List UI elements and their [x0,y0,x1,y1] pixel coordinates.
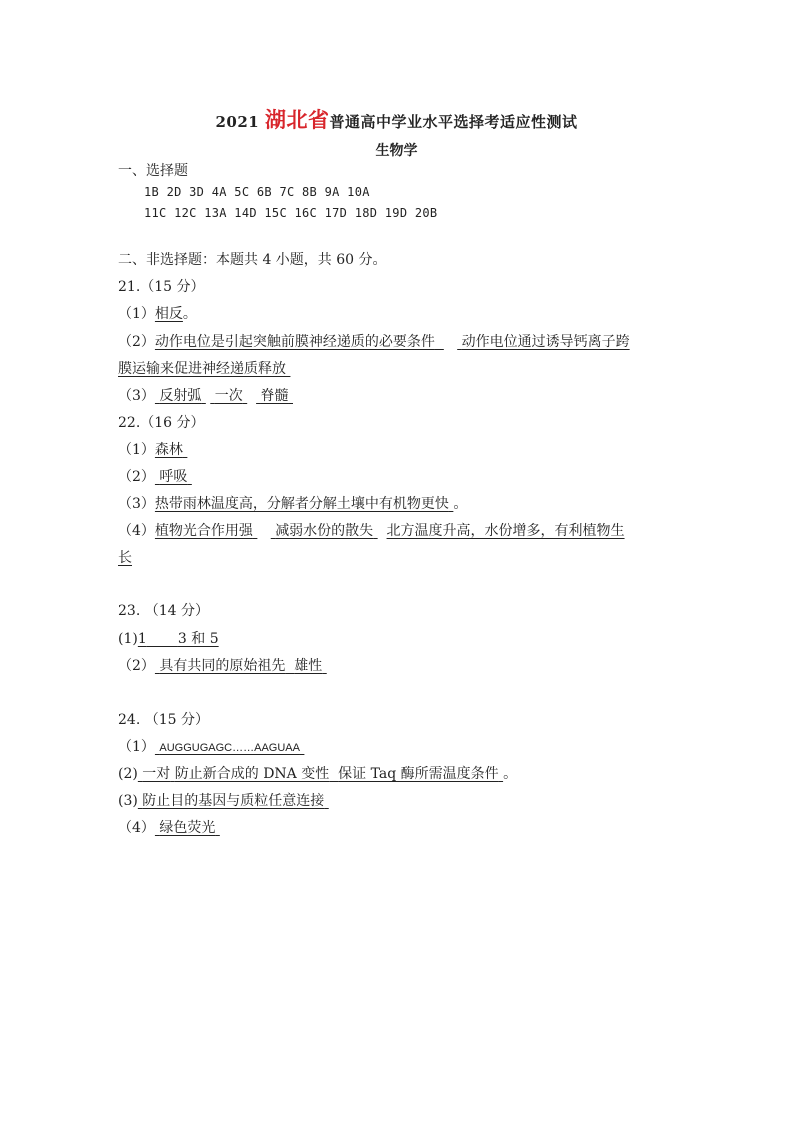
q21-a2-part1: 动作电位是引起突触前膜神经递质的必要条件 [154,334,435,350]
q21-a1-suffix: 。 [182,306,197,322]
q21-answer-2 [118,333,630,351]
q21-a3-part3: 脊髓 [260,388,289,404]
q23-a1-part2: 3 和 5 [177,631,219,647]
mc-answers-row1: 1B 2D 3D 4A 5C 6B 7C 8B 9A 10A [144,185,370,199]
q24-a2-part2: 防止新合成的 DNA 变性 [174,766,330,782]
q21-answer-2-cont [118,360,290,378]
q22-a3-prefix: （3） [118,496,155,512]
q24-a1: AUGGUGAGC……AAGUAA [159,742,300,754]
q22-a2-prefix: （2） [118,469,155,485]
q23-answer-2 [118,657,327,675]
q21-answer-3 [118,387,293,405]
q24-a3-prefix: (3) [118,793,138,809]
q24-a2-part3: 保证 Taq 酶所需温度条件 [338,766,499,782]
q21-title: 21.（15 分） [118,279,205,295]
q24-a2-prefix: (2) [118,766,138,782]
q22-a4-part1: 植物光合作用强 [154,523,253,539]
q23-a1-prefix: (1) [118,631,138,647]
q21-a3-part1: 反射弧 [159,388,202,404]
q24-a3: 防止目的基因与质粒任意连接 [142,793,325,809]
q23-a1-part1: 1 [137,631,147,647]
q21-a1-prefix: （1） [118,306,155,322]
q21-a2-cont: 膜运输来促进神经递质释放 [118,361,286,377]
q24-answer-2 [118,765,517,783]
q24-answer-3 [118,792,329,810]
q22-a3: 热带雨林温度高，分解者分解土壤中有机物更快 [154,496,449,512]
q22-a1-prefix: （1） [118,442,155,458]
q22-answer-4-cont [118,549,132,567]
title-year: 2021 [215,113,260,131]
document-subject: 生物学 [375,143,418,159]
section1-heading: 一、选择题 [118,163,188,179]
q22-a4-prefix: （4） [118,523,155,539]
q24-a4: 绿色荧光 [159,820,216,836]
q22-answer-3 [118,495,467,513]
mc-answers-row2: 11C 12C 13A 14D 15C 16C 17D 18D 19D 20B [144,206,438,220]
title-exam-name: 普通高中学业水平选择考适应性测试 [329,113,578,131]
q21-a2-prefix: （2） [118,334,155,350]
q24-a2-part1: 一对 [142,766,171,782]
title-province: 湖北省 [264,107,330,132]
q23-a2-part1: 具有共同的原始祖先 [159,658,286,674]
q24-a1-prefix: （1） [118,739,155,755]
q22-a2: 呼吸 [159,469,188,485]
q21-a3-part2: 一次 [214,388,243,404]
q21-a2-part2: 动作电位通过诱导钙离子跨 [461,334,630,350]
document-title [0,104,793,134]
q21-a1: 相反 [154,306,183,322]
q22-a1: 森林 [154,442,183,458]
q24-a2-suffix: 。 [503,766,518,782]
q23-answer-1 [118,630,219,648]
q22-a4-part3: 北方温度升高，水份增多，有利植物生 [386,523,625,539]
q24-answer-4 [118,819,220,837]
q22-title: 22.（16 分） [118,415,205,431]
q22-answer-1 [118,441,187,459]
q24-title: 24. （15 分） [118,712,209,728]
q24-answer-1 [118,738,304,757]
q22-answer-4 [118,522,625,540]
q23-a2-prefix: （2） [118,658,155,674]
q22-a4-part2: 减弱水份的散失 [275,523,374,539]
q21-a3-prefix: （3） [118,388,155,404]
q21-answer-1 [118,305,197,323]
q22-a3-suffix: 。 [453,496,468,512]
q22-a4-cont: 长 [118,550,132,566]
q23-a2-part2: 雄性 [294,658,323,674]
section2-heading: 二、非选择题：本题共 4 小题，共 60 分。 [118,252,387,268]
q22-answer-2 [118,468,192,486]
q23-title: 23. （14 分） [118,603,209,619]
q24-a4-prefix: （4） [118,820,155,836]
